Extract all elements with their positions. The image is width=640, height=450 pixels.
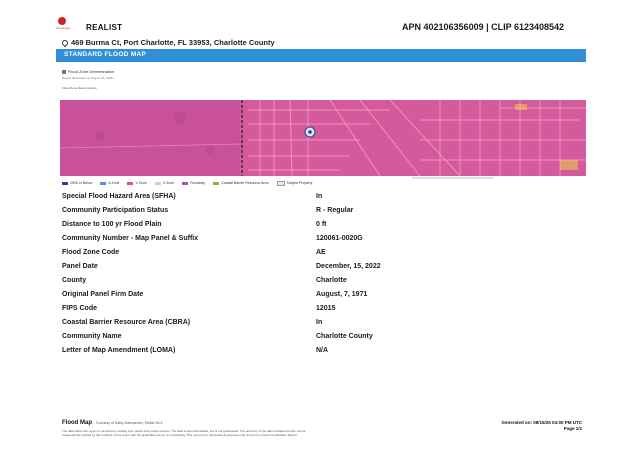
legend-item: Floodway: [182, 181, 205, 185]
footer-courtesy: Courtesy of Kathy Dalesandro, Stellar MLS: [96, 421, 163, 425]
logo-caption: CoreLogic: [56, 26, 71, 30]
attribute-row: Flood Zone Code AE: [62, 249, 326, 256]
legend-item: Coastal Barrier Resource Area: [213, 181, 268, 185]
legend-item: A Zone: [100, 181, 119, 185]
flood-zone-title: [62, 69, 114, 74]
report-header: [0, 0, 640, 38]
attribute-row: Letter of Map Amendment (LOMA) N/A: [62, 347, 329, 354]
report-generated-line: Report Generated on August 15, 2025: [62, 76, 113, 80]
pond-3: [95, 131, 105, 141]
footer-disclaimer: The data within this report is compiled by Cotality from public and private sources. The data is deemed reliable, but is not guaranteed. The accuracy of the data contained herein can be independently verified by the recipient of this report with the applicable county or municipality. This report is for informational purposes only and is not a Flood Certification Report.: [62, 429, 306, 437]
location-pin-icon: [61, 38, 69, 46]
attribute-row: Distance to 100 yr Flood Plain 0 ft: [62, 221, 327, 228]
pond-1: [174, 112, 186, 124]
legend-item: 2500 or Below: [62, 181, 92, 185]
legend-item: V Zone: [127, 181, 146, 185]
map-scale-attribution: ▭ ▭ ▭ ▭ ▭ ▭ ▭ ▭ ▭ ▭ ▭ ▭ ▭ ▭ ▭ ▭ ▭ ▭ ▭ ▭ ▭ ▭ ▭ ▭: [412, 176, 494, 180]
legend-item: X Zone: [155, 181, 174, 185]
zone-patch-yellow-2: [560, 160, 578, 170]
attribute-row: Community Name Charlotte County: [62, 333, 373, 340]
flood-map[interactable]: [60, 100, 586, 176]
section-title: STANDARD FLOOD MAP: [64, 51, 147, 58]
attribute-row: Panel Date December, 15, 2022: [62, 263, 381, 270]
map-legend: [62, 180, 582, 186]
attribute-row: Coastal Barrier Resource Area (CBRA) In: [62, 319, 323, 326]
footer-title: Flood Map: [62, 420, 92, 426]
map-icon: [62, 70, 66, 74]
flood-area-west: [60, 100, 240, 176]
section-banner: [56, 49, 586, 62]
flood-zone-determination-label: Flood Zone Determination: [62, 86, 97, 90]
flood-zone-title-text: Flood Zone Determination: [68, 69, 115, 74]
property-address: [62, 38, 275, 47]
attribute-row: County Charlotte: [62, 277, 347, 284]
flood-map-graphic: [60, 100, 586, 176]
brand-name: REALIST: [86, 23, 123, 32]
attribute-row: Special Flood Hazard Area (SFHA) In: [62, 193, 323, 200]
property-address-text: 469 Burma Ct, Port Charlotte, FL 33953, Charlotte County: [71, 38, 275, 47]
generated-timestamp: Generated on: 08/15/25 04:00 PM UTC: [501, 420, 582, 425]
page-number: Page 1/2: [563, 426, 582, 431]
corelogic-logo: [56, 17, 71, 31]
zone-patch-yellow: [515, 104, 527, 110]
apn-clip: APN 402106356009 | CLIP 6123408542: [402, 22, 564, 32]
attribute-row: Original Panel Firm Date August, 7, 1971: [62, 291, 368, 298]
legend-item: Subject Property: [277, 181, 313, 186]
attribute-row: Community Participation Status R - Regular: [62, 207, 354, 214]
pond-2: [206, 146, 214, 154]
attribute-row: FIPS Code 12015: [62, 305, 336, 312]
attribute-row: Community Number - Map Panel & Suffix 120061-0020G: [62, 235, 363, 242]
